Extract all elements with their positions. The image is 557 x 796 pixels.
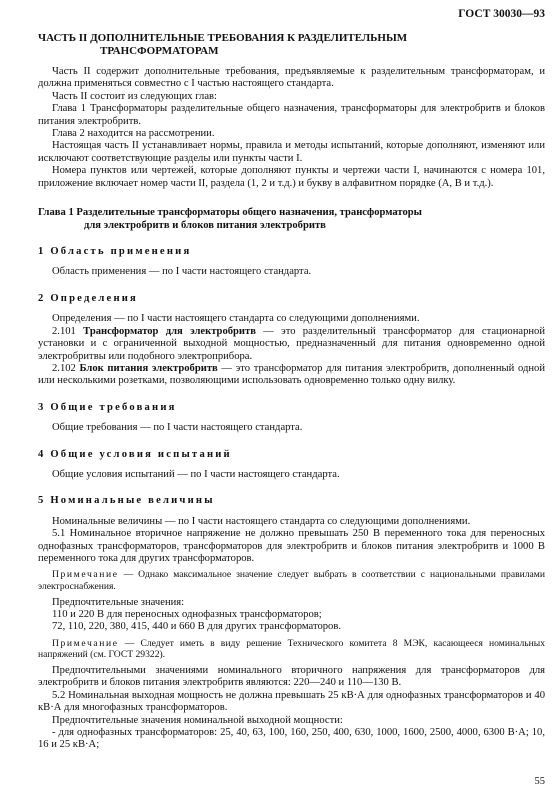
clause-5-2: 5.2 Номинальная выходная мощность не должна превышать 25 кВ·А для однофазных трансформаторов и 40 кВ·А для многофазных трансформаторов. (38, 689, 545, 714)
clause-number: 2.102 (52, 362, 76, 374)
section-heading: 1 Область применения (38, 246, 192, 258)
intro-paragraph: Глава 2 находится на рассмотрении. (52, 128, 215, 140)
intro-paragraph: Часть II состоит из следующих глав: (52, 90, 217, 102)
section-text: Номинальные величины — по I части настоящего стандарта со следующими дополнениями. (52, 515, 471, 527)
section-text: Определения — по I части настоящего стандарта со следующими дополнениями. (52, 313, 420, 325)
note-label: Примечание (52, 569, 119, 581)
preferred-values-title: Предпочтительные значения: (52, 596, 185, 608)
document-header-gost: ГОСТ 30030—93 (458, 8, 545, 20)
section-heading: 3 Общие требования (38, 401, 177, 413)
note-text: — Следует иметь в виду решение Технического комитета 8 МЭК, касающееся номинальных напряжений (см. ГОСТ 29322). (38, 637, 545, 661)
page-number: 55 (534, 776, 545, 787)
note (38, 569, 545, 592)
clause-5-1: 5.1 Номинальное вторичное напряжение не должно превышать 250 В переменного тока для переносных однофазных трансформаторов, трансформаторов для электробритв и блоков питания электробритв и 1000 В переменного тока для других трансформаторов. (38, 528, 545, 564)
intro-paragraph: Часть II содержит дополнительные требования, предъявляемые к разделительным трансформаторам, и должна применяться совместно с I частью настоящего стандарта. (38, 66, 545, 90)
section-text: Общие условия испытаний — по I части настоящего стандарта. (52, 468, 340, 480)
definition-2-101 (38, 326, 545, 363)
part-title-line1: ЧАСТЬ II ДОПОЛНИТЕЛЬНЫЕ ТРЕБОВАНИЯ К РАЗДЕЛИТЕЛЬНЫМ (38, 32, 408, 44)
chapter-title (38, 206, 545, 232)
preferred-value: 72, 110, 220, 380, 415, 440 и 660 В для других трансформаторов. (52, 621, 342, 633)
note (38, 638, 545, 661)
section-text: Общие требования — по I части настоящего стандарта. (52, 422, 303, 434)
chapter-title-line1: Глава 1 Разделительные трансформаторы общего назначения, трансформаторы (38, 207, 422, 219)
term: Трансформатор для электробритв (83, 325, 256, 337)
chapter-title-line2: для электробритв и блоков питания электробритв (84, 220, 326, 232)
note-label: Примечание (52, 637, 119, 649)
section-heading: 2 Определения (38, 292, 138, 304)
intro-paragraph: Номера пунктов или чертежей, которые дополняют пункты и чертежи части I, начинаются с номера 101, приложение включает номер части II, раздела (1, 2 и т.д.) и букву в алфавитном порядке (А, В и т.д.). (38, 165, 545, 189)
intro-block (38, 66, 545, 190)
term: Блок питания электробритв (79, 362, 218, 374)
clause-number: 2.101 (52, 325, 76, 337)
part-title (38, 32, 545, 58)
section-heading: 5 Номинальные величины (38, 495, 215, 507)
part-title-line2: ТРАНСФОРМАТОРАМ (100, 45, 219, 57)
preferred-power-title: Предпочтительные значения номинальной выходной мощности: (52, 714, 343, 726)
preferred-power-values: - для однофазных трансформаторов: 25, 40, 63, 100, 160, 250, 400, 630, 1000, 1600, 2500, 4000, 6300 В·А; 10, 16 и 25 кВ·А; (38, 727, 545, 751)
section-heading: 4 Общие условия испытаний (38, 448, 232, 460)
section-text: Область применения — по I части настоящего стандарта. (52, 266, 312, 278)
note-text: — Однако максимальное значение следует выбрать в соответствии с национальными правилами электроснабжения. (38, 569, 545, 592)
definition-text: — это разделительный трансформатор для стационарной установки и с ограниченной выходной мощностью, предназначенный для питания одновременно одной электробритвы или подобного электроприбора. (38, 325, 545, 362)
definition-2-102 (38, 363, 545, 388)
preferred-secondary-voltage: Предпочтительными значениями номинального вторичного напряжения для трансформаторов для электробритв и блоков питания электробритв являются: 220—240 и 110—130 В. (38, 664, 545, 689)
intro-paragraph: Настоящая часть II устанавливает нормы, правила и методы испытаний, которые дополняют, изменяют или исключают соответствующие разделы или пункты части I. (38, 140, 545, 164)
intro-paragraph: Глава 1 Трансформаторы разделительные общего назначения, трансформаторы для электробритв и блоков питания электробритв. (38, 103, 545, 127)
definition-text: — это трансформатор для питания электробритв, дополненный одной или несколькими розетками, позволяющими использовать одновременно только одну вилку. (38, 362, 545, 387)
preferred-value: 110 и 220 В для переносных однофазных трансформаторов; (52, 608, 322, 620)
document-page (38, 10, 545, 752)
